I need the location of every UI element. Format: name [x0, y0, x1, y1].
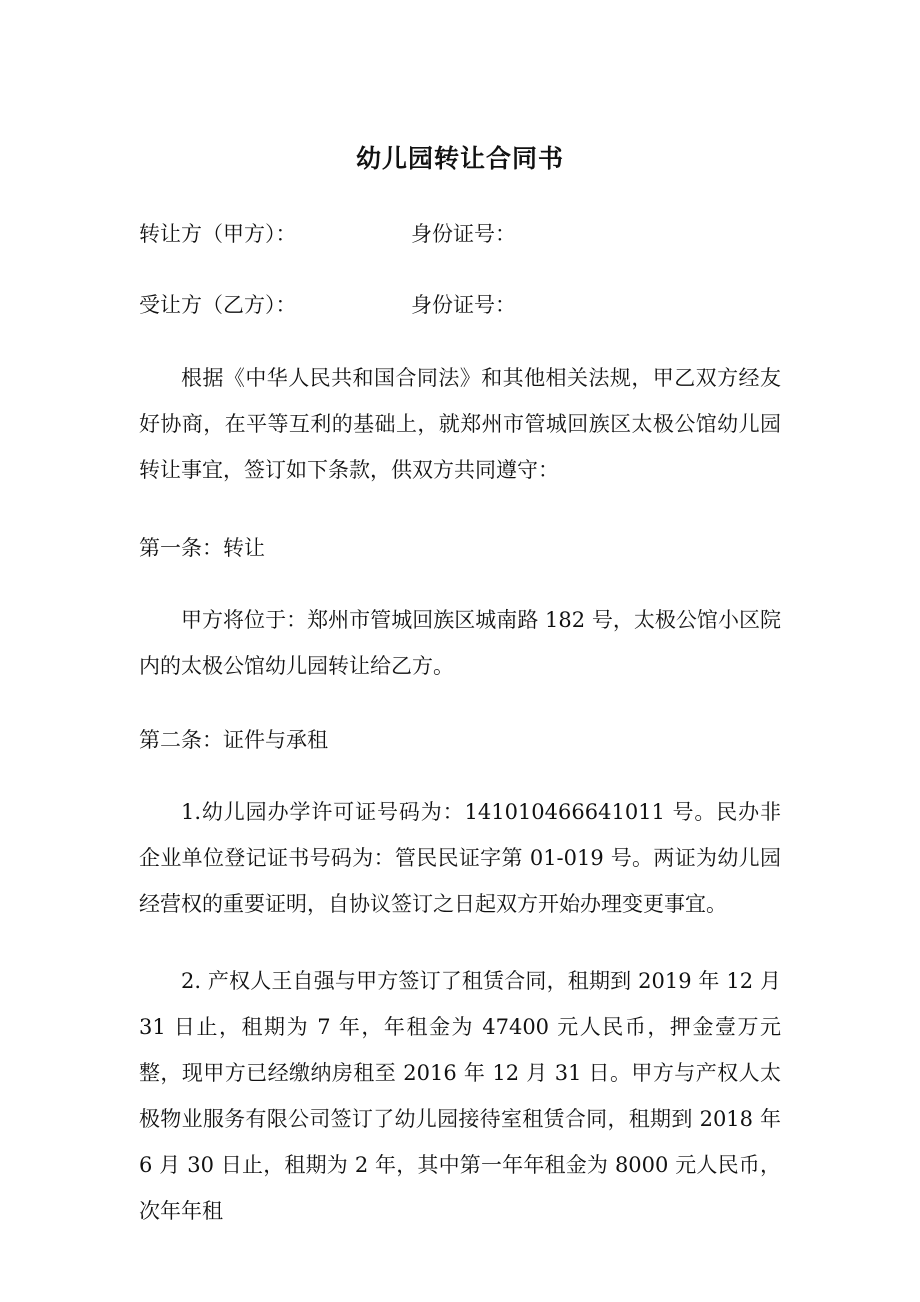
article1-heading: 第一条：转让: [139, 536, 265, 560]
document-title: 幼儿园转让合同书: [355, 144, 564, 173]
party-b-label: 受让方（乙方）：: [139, 293, 297, 317]
article2-item2: 2. 产权人王自强与甲方签订了租赁合同，租期到 2019 年 12 月 31 日止，租期为 7 年，年租金为 47400 元人民币，押金壹万元整，现甲方已经缴纳房租至 2016 年 12 月 31 日。甲方与产权人太极物业服务有限公司签订了幼儿园接待室租赁合同，租期到 2018 年 6 月 30 日止，租期为 2 年，其中第一年年租金为 8000 元人民币，次年年租: [139, 969, 781, 1223]
party-b-id-label: 身份证号：: [411, 293, 516, 317]
party-a-row: [139, 219, 789, 249]
party-a-label: 转让方（甲方）：: [139, 222, 297, 246]
article2-item1: 1.幼儿园办学许可证号码为：141010466641011 号。民办非企业单位登记证书号码为：管民民证字第 01-019 号。两证为幼儿园经营权的重要证明，自协议签订之日起双方开始办理变更事宜。: [139, 800, 781, 916]
party-a-id-label: 身份证号：: [411, 222, 516, 246]
party-b-row: [139, 290, 789, 320]
article1-text: 甲方将位于：郑州市管城回族区城南路 182 号，太极公馆小区院内的太极公馆幼儿园转让给乙方。: [139, 608, 781, 678]
intro-paragraph: 根据《中华人民共和国合同法》和其他相关法规，甲乙双方经友好协商，在平等互利的基础上，就郑州市管城回族区太极公馆幼儿园转让事宜，签订如下条款，供双方共同遵守：: [139, 366, 781, 482]
article2-heading: 第二条：证件与承租: [139, 728, 328, 752]
